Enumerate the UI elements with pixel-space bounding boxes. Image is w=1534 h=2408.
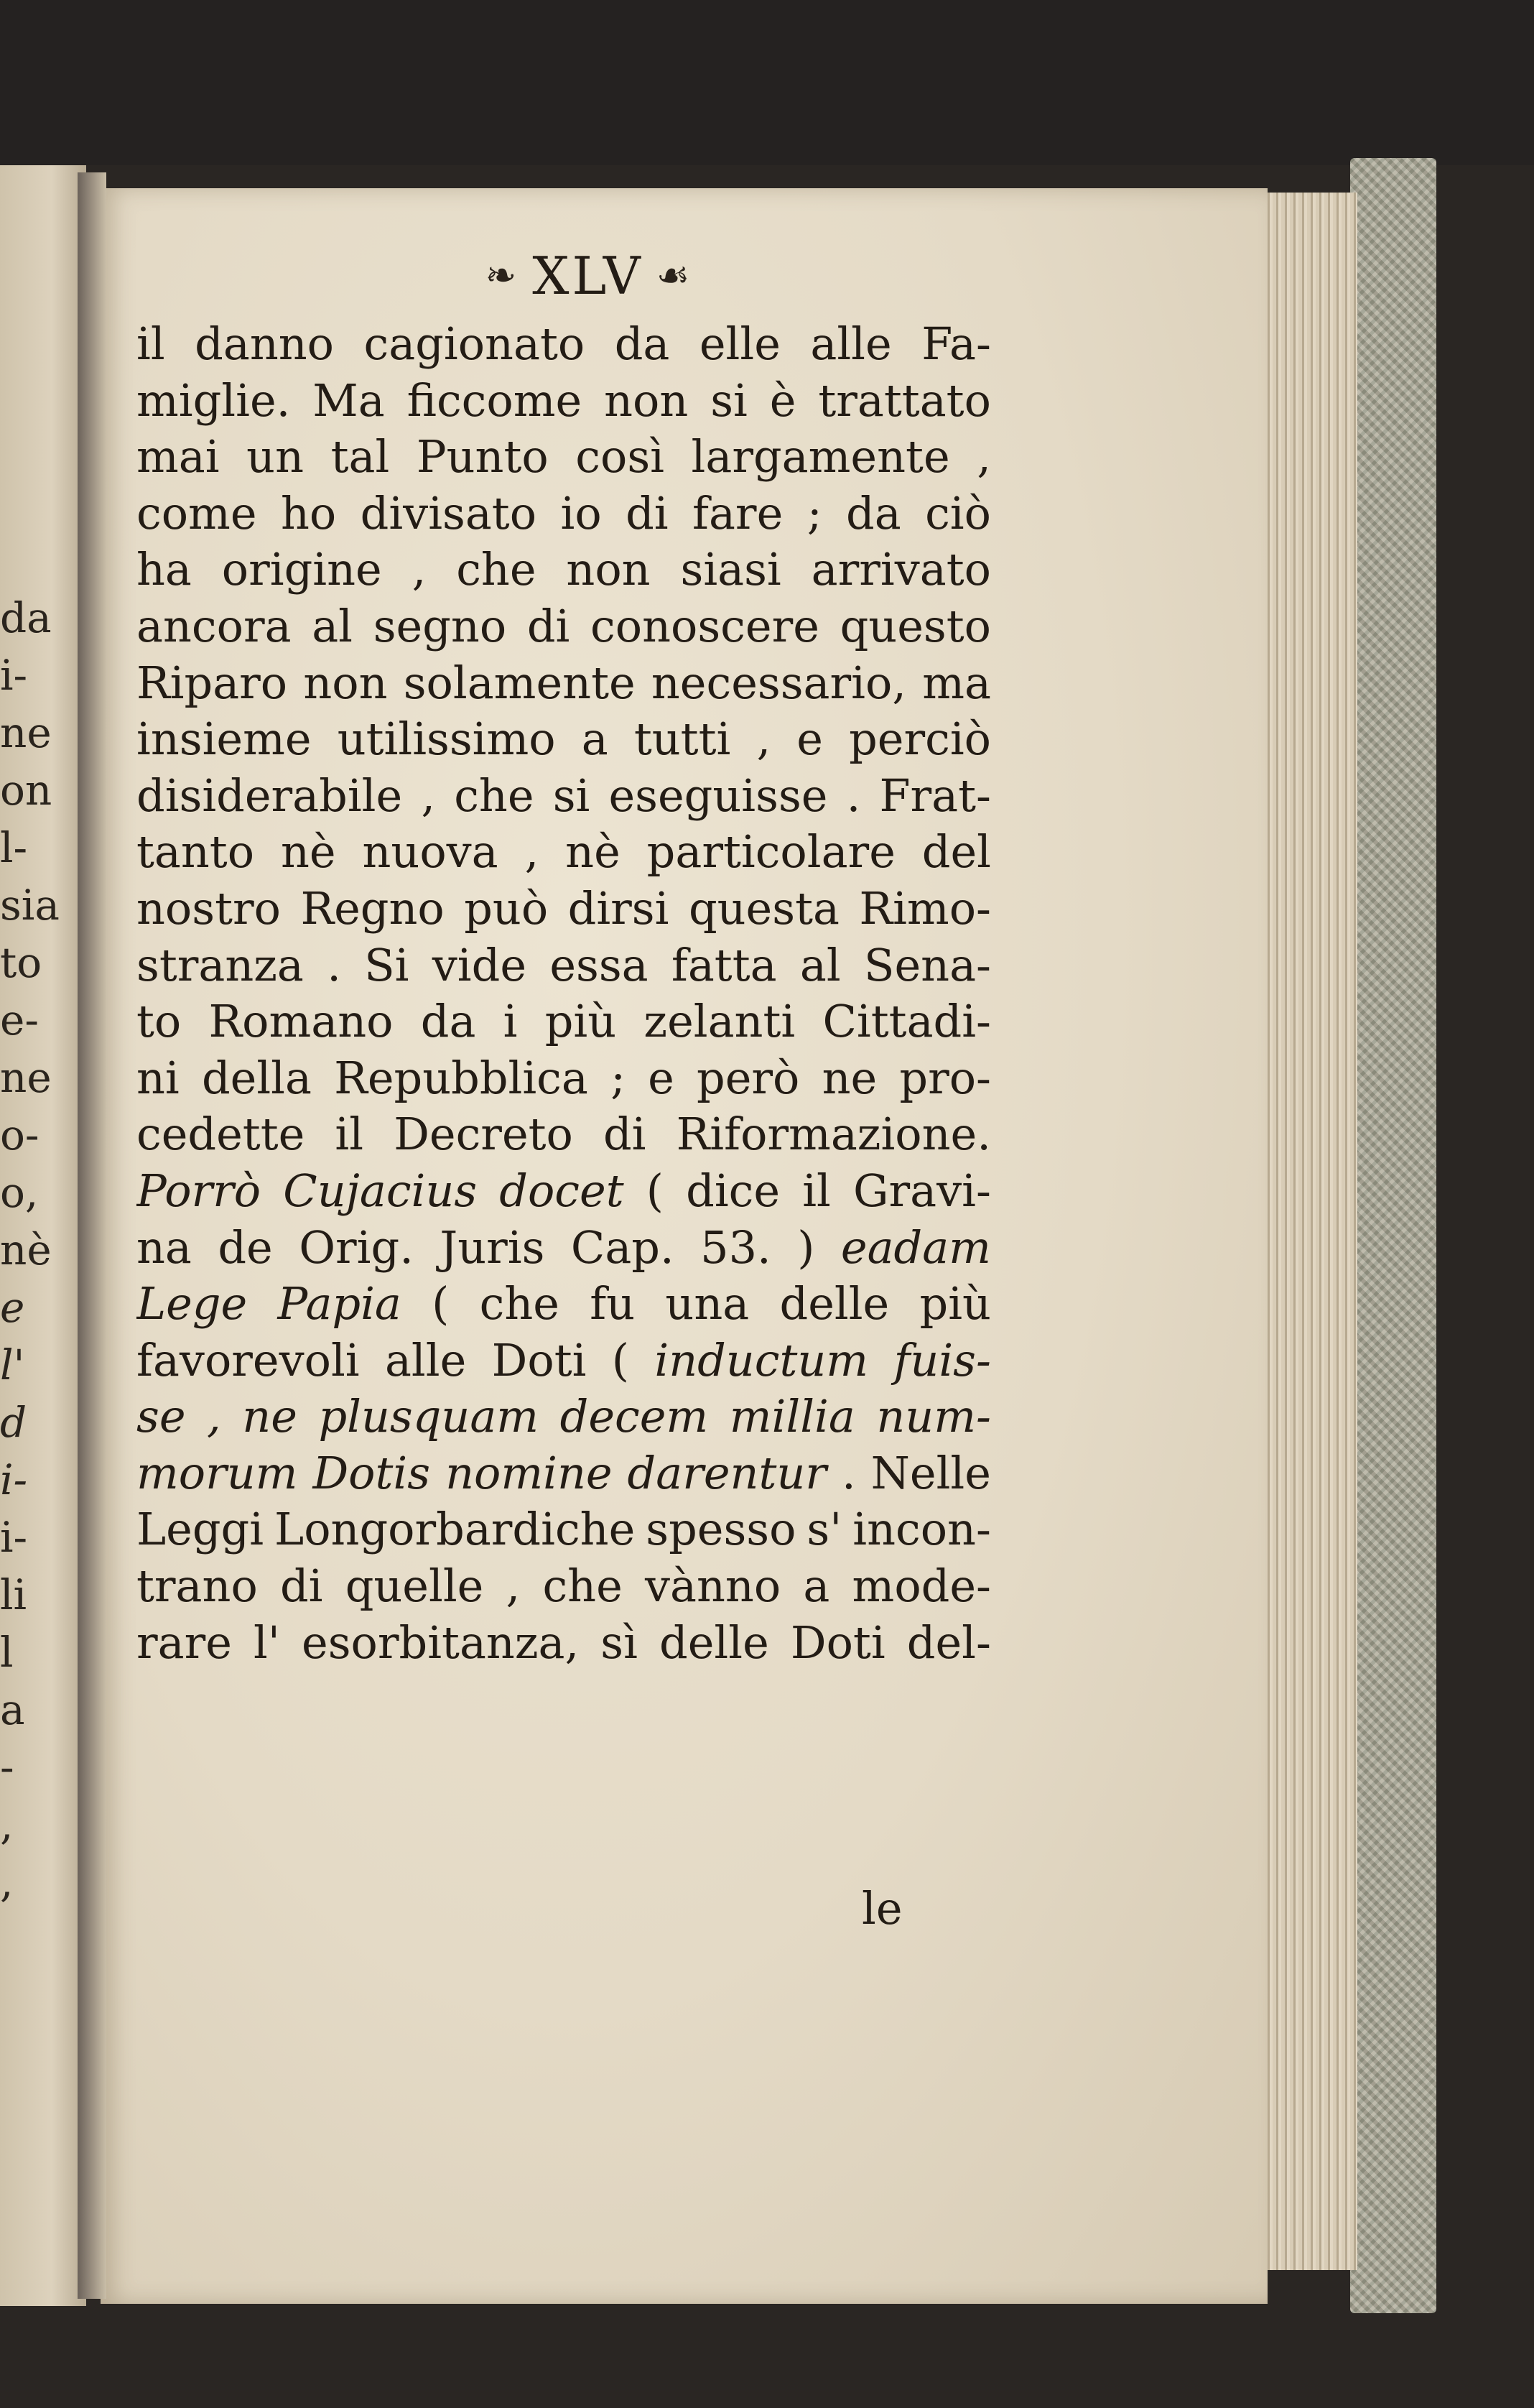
word: di (603, 1108, 646, 1161)
text-line (136, 711, 991, 768)
fragment-line: sia (0, 881, 60, 930)
word: na (136, 1221, 192, 1274)
word: se (136, 1390, 186, 1443)
word: ) (797, 1221, 815, 1274)
fragment-line: l- (0, 823, 28, 872)
word: segno (373, 599, 507, 652)
word: Nelle (870, 1446, 991, 1499)
ornament-left-icon: ❧ (485, 254, 520, 297)
word: origine (221, 543, 382, 596)
fragment-line: e (0, 1283, 25, 1332)
word: nostro (136, 881, 281, 935)
fragment-line: l (0, 1628, 14, 1677)
word: arrivato (811, 543, 991, 596)
book-cover-edge (1350, 158, 1436, 2313)
text-line (136, 429, 991, 486)
word: essa (549, 938, 649, 991)
word: ho (280, 486, 337, 540)
word: nomine (445, 1446, 613, 1499)
text-line (136, 316, 991, 373)
word: perciò (849, 713, 991, 766)
text-line (136, 937, 991, 994)
word: sì (600, 1616, 638, 1669)
word: , (421, 769, 436, 822)
text-line (136, 1558, 991, 1615)
word: Repubblica (334, 1051, 588, 1104)
word: utilissimo (337, 713, 556, 766)
fragment-line: li (0, 1570, 27, 1619)
word: a (581, 713, 608, 766)
word: Sena- (863, 938, 991, 991)
word: non (303, 656, 388, 709)
fragment-line: , (0, 1800, 14, 1849)
page-number: XLV (532, 246, 643, 306)
word: divisato (360, 486, 537, 540)
word: insieme (136, 713, 312, 766)
word: di (626, 486, 669, 540)
word: non (566, 543, 651, 596)
text-line (136, 1106, 991, 1163)
word: , (524, 825, 539, 879)
fragment-line: l' (0, 1340, 25, 1389)
word: della (201, 1051, 312, 1104)
fragment-line: to (0, 938, 42, 987)
word: rare (136, 1616, 232, 1669)
word: pro- (899, 1051, 991, 1104)
word: ni (136, 1051, 180, 1104)
word: Fa- (921, 318, 991, 370)
word: ciò (925, 486, 991, 540)
word: s' (806, 1503, 842, 1556)
word: ( (432, 1277, 450, 1330)
word: plusquam (318, 1390, 539, 1443)
word: da (614, 318, 670, 370)
word: che (456, 543, 536, 596)
fragment-line: da (0, 593, 52, 642)
word: solamente (403, 656, 636, 709)
word: cagionato (363, 318, 585, 370)
word: danno (195, 318, 335, 370)
word: Rimo- (859, 881, 991, 935)
word: cedette (136, 1108, 305, 1161)
word: particolare (646, 825, 896, 879)
word: Riparo (136, 656, 288, 709)
word: trano (136, 1560, 258, 1613)
text-line (136, 824, 991, 881)
word: . (327, 938, 341, 991)
word: ficcome (406, 374, 582, 427)
word: ancora (136, 599, 292, 652)
text-line (136, 1389, 991, 1445)
word: ( (611, 1333, 629, 1386)
word: Decreto (394, 1108, 573, 1161)
word: Porrò (136, 1164, 261, 1217)
word: Si (364, 938, 409, 991)
text-line (136, 1050, 991, 1107)
word: Papia (277, 1277, 401, 1330)
fragment-line: ne (0, 1053, 52, 1102)
word: spesso (646, 1503, 796, 1556)
word: decem (559, 1390, 709, 1443)
word: il (136, 318, 165, 370)
word: zelanti (643, 995, 796, 1048)
word: da (420, 995, 476, 1048)
word: delle (659, 1616, 769, 1669)
text-line (136, 1220, 991, 1277)
fragment-line: e- (0, 996, 39, 1045)
word: favorevoli (136, 1333, 360, 1386)
word: to (136, 995, 182, 1048)
text-line (136, 542, 991, 598)
text-line (136, 1276, 991, 1333)
text-line (136, 486, 991, 542)
word: ne (242, 1390, 297, 1443)
word: , (207, 1390, 221, 1443)
previous-page-text (0, 589, 79, 1911)
word: questa (688, 881, 840, 935)
word: fare (692, 486, 784, 540)
word: largamente (691, 430, 950, 483)
word: Punto (416, 430, 549, 483)
word: fu (590, 1277, 636, 1330)
word: si (710, 374, 748, 427)
word: di (279, 1560, 323, 1613)
word: è (769, 374, 796, 427)
word: a (803, 1560, 830, 1613)
word: . (841, 1446, 856, 1499)
word: Juris (440, 1221, 545, 1274)
word: questo (840, 599, 991, 652)
fragment-line: on (0, 766, 52, 815)
word: un (246, 430, 305, 483)
text-line (136, 1163, 991, 1220)
fragment-line: i- (0, 651, 28, 700)
word: ne (822, 1051, 878, 1104)
page-header (302, 244, 876, 307)
word: docet (499, 1164, 624, 1217)
word: del (921, 825, 991, 879)
word: l' (254, 1616, 280, 1669)
word: così (575, 430, 664, 483)
word: da (846, 486, 901, 540)
fragment-line: a (0, 1685, 25, 1734)
word: quelle (345, 1560, 484, 1613)
word: vànno (645, 1560, 781, 1613)
word: delle (779, 1277, 890, 1330)
word: eadam (840, 1221, 991, 1274)
word: , (977, 430, 991, 483)
word: necessario, (651, 656, 907, 709)
word: Cujacius (283, 1164, 478, 1217)
book-gutter (78, 172, 106, 2299)
word: e (796, 713, 823, 766)
text-line (136, 598, 991, 655)
word: vide (432, 938, 527, 991)
word: nuova (362, 825, 498, 879)
word: come (136, 486, 257, 540)
word: Doti (790, 1616, 885, 1669)
word: dice (686, 1164, 781, 1217)
text-line (136, 768, 991, 825)
word: , (412, 543, 427, 596)
fragment-line: d (0, 1398, 27, 1447)
word: tutti (633, 713, 731, 766)
previous-page (0, 165, 86, 2306)
word: dirsi (567, 881, 669, 935)
text-line (136, 1501, 991, 1558)
word: morum (136, 1446, 298, 1499)
word: Regno (300, 881, 445, 935)
word: nè (280, 825, 336, 879)
word: eseguisse (608, 769, 828, 822)
page-body-text (136, 316, 991, 1671)
word: tanto (136, 825, 255, 879)
page-block-edges (1264, 193, 1357, 2270)
word: si (552, 769, 590, 822)
fragment-line: nè (0, 1226, 52, 1274)
word: il (335, 1108, 364, 1161)
text-line (136, 1445, 991, 1502)
word: inductum (654, 1333, 869, 1386)
word: ; (806, 486, 822, 540)
word: ha (136, 543, 192, 596)
word: mode- (852, 1560, 991, 1613)
word: fatta (671, 938, 777, 991)
word: Leggi (136, 1503, 264, 1556)
fragment-line: , (0, 1858, 14, 1907)
fragment-line: ne (0, 708, 52, 757)
fragment-line: o, (0, 1168, 39, 1217)
word: conoscere (590, 599, 819, 652)
word: non (604, 374, 689, 427)
word: più (544, 995, 617, 1048)
word: stranza (136, 938, 304, 991)
word: Riformazione. (676, 1108, 991, 1161)
word: , (756, 713, 771, 766)
word: 53. (700, 1221, 771, 1274)
text-line (136, 881, 991, 937)
word: ma (922, 656, 991, 709)
word: nè (565, 825, 620, 879)
word: del- (906, 1616, 991, 1669)
word: ; (610, 1051, 626, 1104)
word: mai (136, 430, 220, 483)
word: e (648, 1051, 674, 1104)
word: io (560, 486, 602, 540)
text-line (136, 994, 991, 1050)
text-line (136, 1615, 991, 1672)
word: però (697, 1051, 800, 1104)
word: darentur (627, 1446, 827, 1499)
word: il (802, 1164, 831, 1217)
word: Lege (136, 1277, 248, 1330)
word: che (542, 1560, 623, 1613)
word: i (503, 995, 518, 1048)
word: di (526, 599, 570, 652)
word: alle (810, 318, 892, 370)
word: che (479, 1277, 559, 1330)
word: esorbitanza, (302, 1616, 580, 1669)
word: al (799, 938, 841, 991)
word: trattato (818, 374, 991, 427)
word: , (506, 1560, 521, 1613)
word: Doti (491, 1333, 587, 1386)
word: fuis- (893, 1333, 991, 1386)
word: Orig. (299, 1221, 414, 1274)
word: che (454, 769, 534, 822)
fragment-line: o- (0, 1111, 39, 1159)
word: Dotis (312, 1446, 431, 1499)
word: può (464, 881, 549, 935)
word: ( (646, 1164, 664, 1217)
word: millia (729, 1390, 855, 1443)
fragment-line: i- (0, 1455, 28, 1504)
word: Romano (208, 995, 394, 1048)
word: Gravi- (853, 1164, 991, 1217)
word: num- (876, 1390, 991, 1443)
word: una (665, 1277, 750, 1330)
text-line (136, 655, 991, 712)
word: più (919, 1277, 991, 1330)
word: Frat- (879, 769, 991, 822)
word: alle (384, 1333, 467, 1386)
word: de (218, 1221, 273, 1274)
word: tal (330, 430, 390, 483)
fragment-line: - (0, 1743, 14, 1792)
ornament-right-icon: ☙ (656, 254, 693, 297)
word: incon- (852, 1503, 991, 1556)
text-line (136, 373, 991, 430)
word: Ma (312, 374, 385, 427)
word: disiderabile (136, 769, 403, 822)
word: . (846, 769, 861, 822)
word: al (312, 599, 353, 652)
word: elle (699, 318, 781, 370)
fragment-line: i- (0, 1513, 28, 1562)
text-line (136, 1333, 991, 1389)
word: miglie. (136, 374, 291, 427)
word: Longorbardiche (274, 1503, 636, 1556)
word: Cittadi- (822, 995, 991, 1048)
background (0, 0, 1534, 165)
catchword: le (862, 1882, 903, 1935)
word: Cap. (570, 1221, 674, 1274)
word: siasi (680, 543, 781, 596)
